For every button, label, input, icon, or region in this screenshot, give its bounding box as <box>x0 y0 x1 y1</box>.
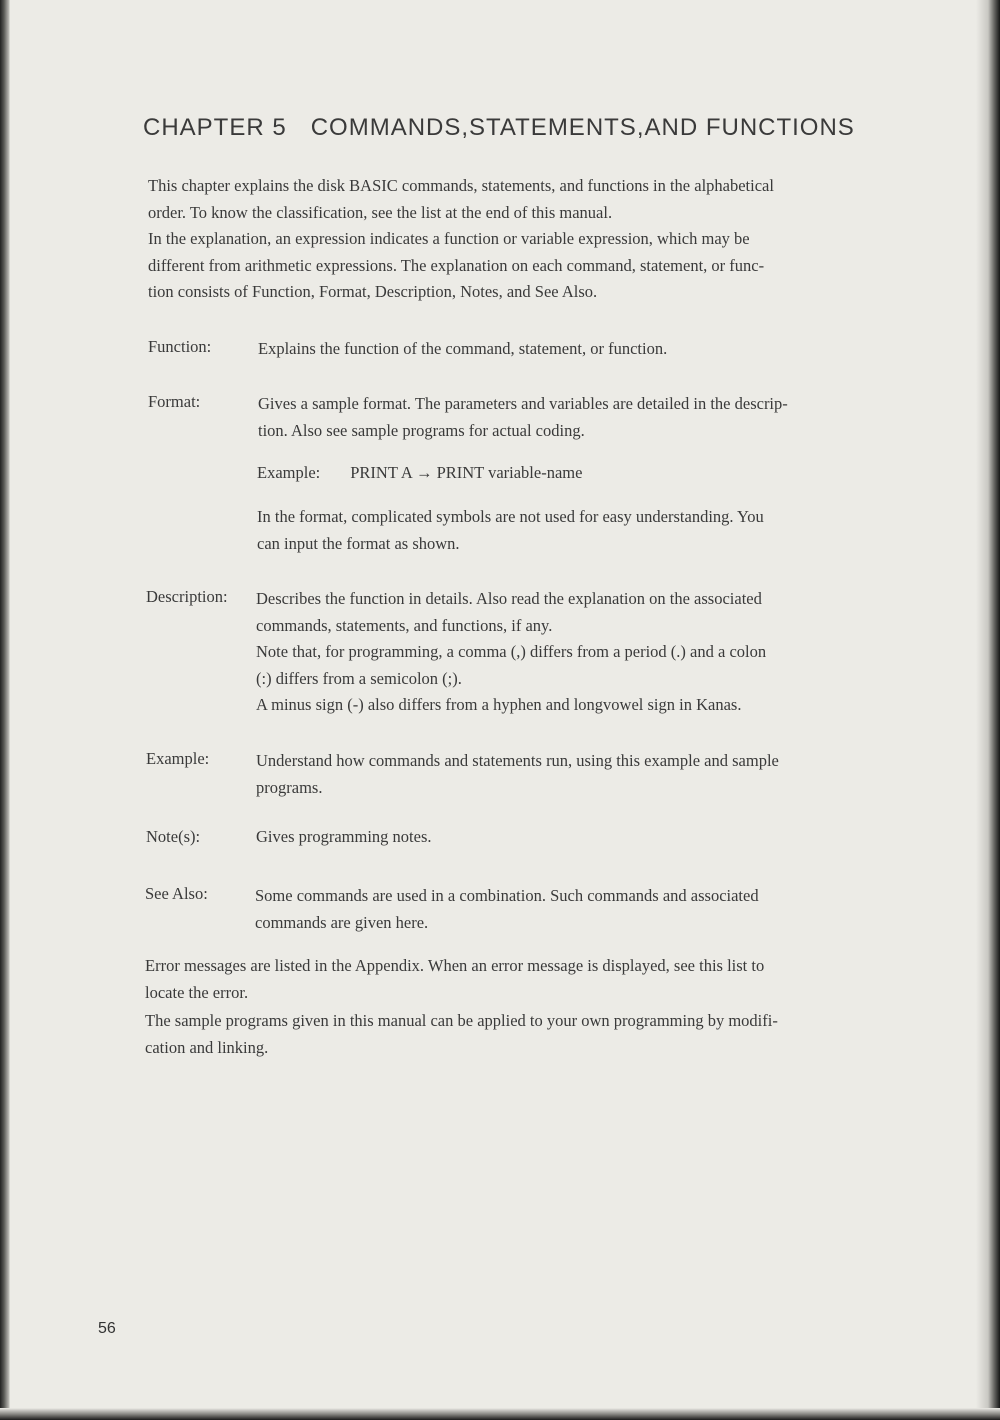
definition-line: Gives a sample format. The parameters and variables are detailed in the descrip- <box>258 394 788 413</box>
definition-line: A minus sign (-) also differs from a hyphen and longvowel sign in Kanas. <box>256 695 742 714</box>
scan-edge-left <box>0 0 10 1420</box>
paragraph-line: cation and linking. <box>145 1037 269 1057</box>
chapter-heading <box>143 114 855 142</box>
term-description-definition <box>256 586 886 719</box>
term-see-also-definition <box>255 883 885 936</box>
definition-line: In the format, complicated symbols are not used for easy understanding. You <box>257 507 764 526</box>
definition-line: Some commands are used in a combination. Such commands and associated <box>255 886 759 905</box>
scan-edge-right <box>976 0 1000 1420</box>
scan-edge-bottom <box>0 1408 1000 1420</box>
term-description-label: Description: <box>146 587 228 606</box>
term-notes-label: Note(s): <box>146 827 201 846</box>
paragraph-line: locate the error. <box>145 982 249 1002</box>
intro-line: This chapter explains the disk BASIC commands, statements, and functions in the alphabetical <box>148 176 774 195</box>
definition-line: commands are given here. <box>255 912 429 932</box>
term-function-label: Function: <box>148 337 212 356</box>
intro-line: tion consists of Function, Format, Description, Notes, and See Also. <box>148 282 598 301</box>
definition-line: Describes the function in details. Also read the explanation on the associated <box>256 589 762 608</box>
definition-line: programs. <box>256 777 323 797</box>
definition-line: Understand how commands and statements run, using this example and sample <box>256 751 779 770</box>
page-number: 56 <box>98 1320 116 1337</box>
error-messages-paragraph <box>145 953 885 1006</box>
paragraph-line: Error messages are listed in the Appendix. When an error message is displayed, see this list to <box>145 956 765 975</box>
intro-line: In the explanation, an expression indicates a function or variable expression, which may be <box>148 229 750 248</box>
format-example-code: PRINT A → PRINT variable-name <box>350 463 583 482</box>
sample-programs-paragraph <box>145 1008 885 1061</box>
chapter-label: CHAPTER 5 <box>143 114 287 141</box>
intro-paragraph <box>148 173 888 306</box>
definition-line: Note that, for programming, a comma (,) differs from a period (.) and a colon <box>256 642 767 661</box>
definition-line: (:) differs from a semicolon (;). <box>256 668 462 688</box>
term-format-extra <box>257 504 887 557</box>
paragraph-line: The sample programs given in this manual can be applied to your own programming by modifi- <box>145 1011 778 1030</box>
definition-line: Explains the function of the command, statement, or function. <box>258 339 668 358</box>
format-example-label: Example: <box>257 463 321 482</box>
intro-line: different from arithmetic expressions. The explanation on each command, statement, or func- <box>148 255 765 275</box>
chapter-title: COMMANDS,STATEMENTS,AND FUNCTIONS <box>310 114 855 141</box>
term-format-label: Format: <box>148 392 201 411</box>
term-format-definition <box>258 391 888 444</box>
term-notes-definition <box>256 824 886 851</box>
definition-line: can input the format as shown. <box>257 533 460 553</box>
definition-line: Gives programming notes. <box>256 827 432 846</box>
definition-line: tion. Also see sample programs for actual coding. <box>258 420 585 440</box>
intro-line: order. To know the classification, see the list at the end of this manual. <box>148 202 613 222</box>
term-example-definition <box>256 748 886 801</box>
term-see-also-label: See Also: <box>145 884 208 903</box>
definition-line: commands, statements, and functions, if any. <box>256 615 553 635</box>
format-example <box>257 460 582 487</box>
term-function-definition <box>258 336 888 363</box>
term-example-label: Example: <box>146 749 210 768</box>
